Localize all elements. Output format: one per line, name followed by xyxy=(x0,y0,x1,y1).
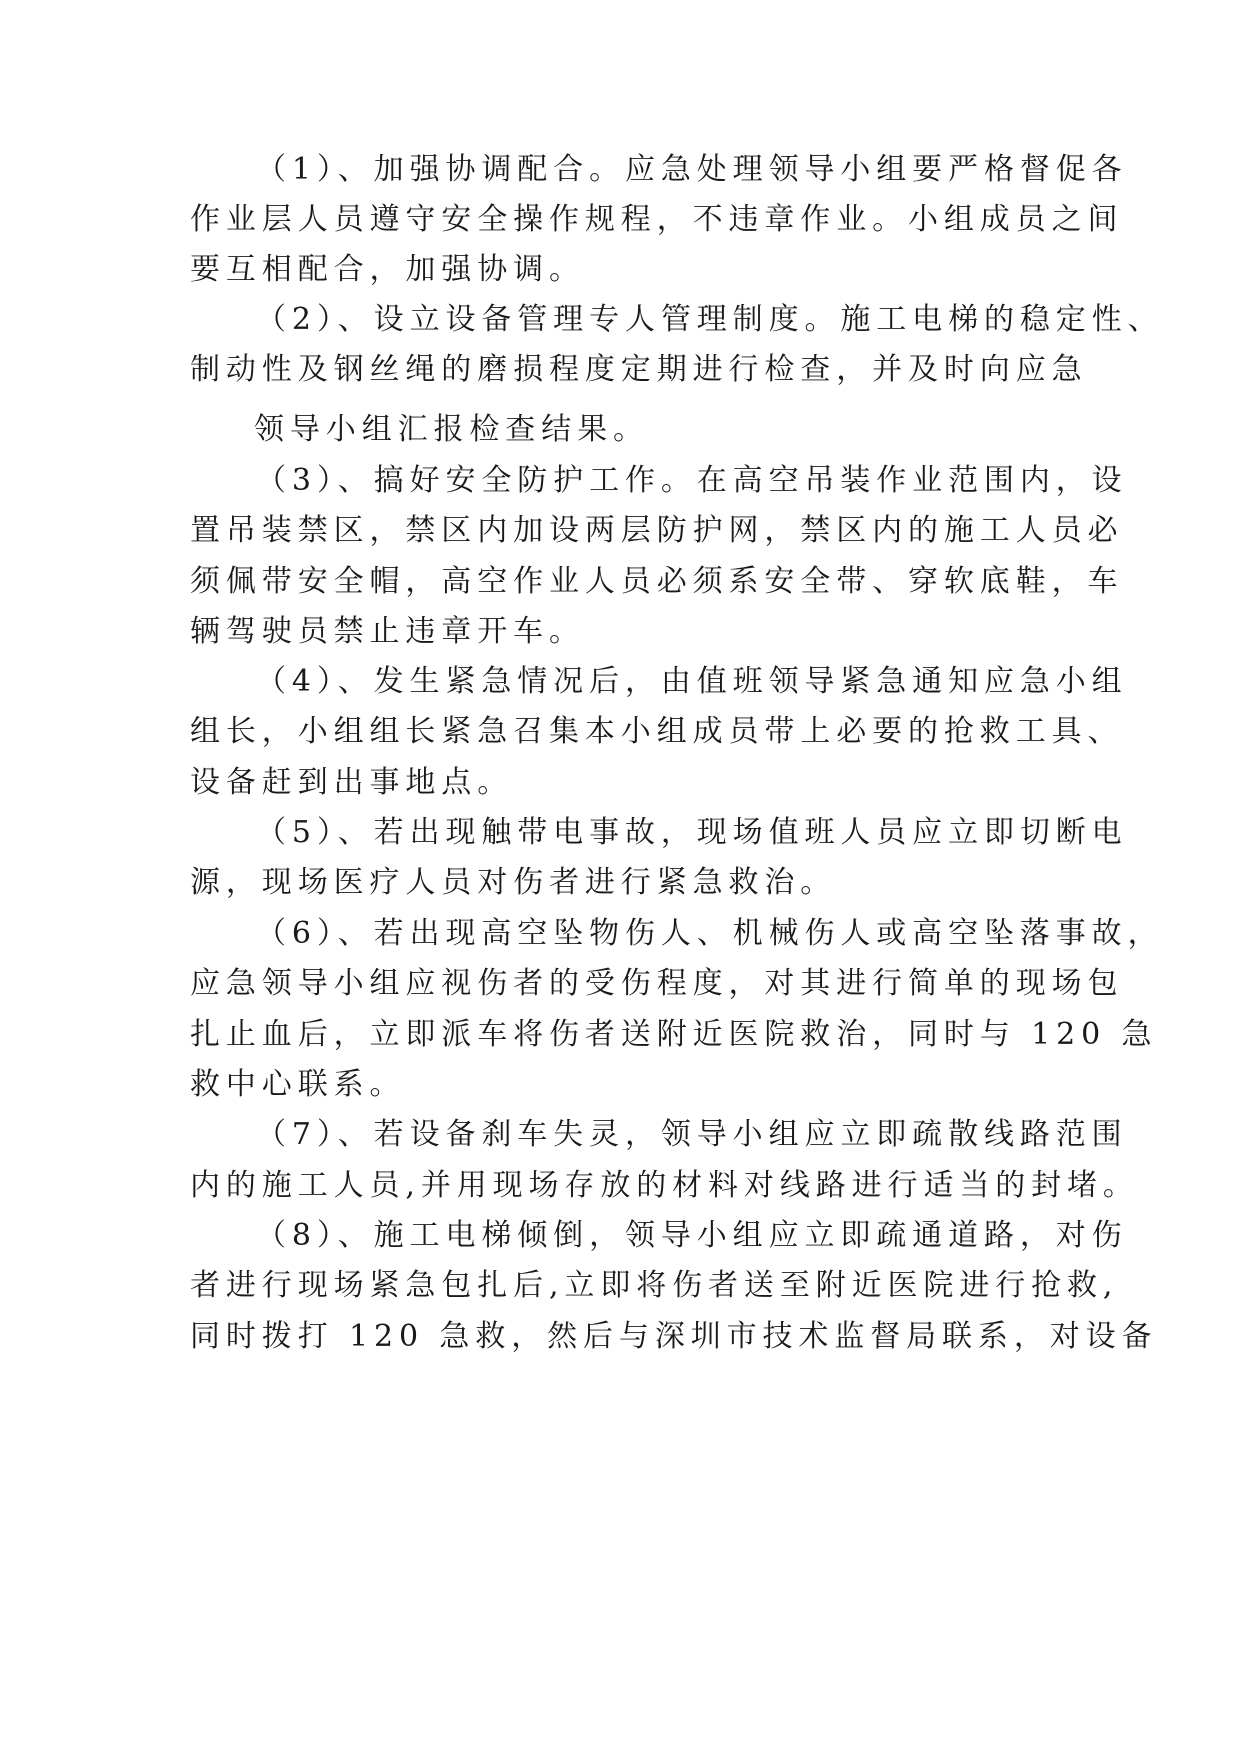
paragraph-3-line-4: 辆驾驶员禁止违章开车。 xyxy=(190,614,585,649)
paragraph-4-line-3: 设备赶到出事地点。 xyxy=(190,765,514,800)
paragraph-2-line-1: （2）、设立设备管理专人管理制度。施工电梯的稳定性、 xyxy=(256,302,1164,337)
paragraph-3-line-3: 须佩带安全帽，高空作业人员必须系安全带、穿软底鞋，车 xyxy=(190,564,1124,599)
paragraph-6-line-1: （6）、若出现高空坠物伤人、机械伤人或高空坠落事故， xyxy=(256,916,1164,951)
paragraph-4-line-2: 组长，小组组长紧急召集本小组成员带上必要的抢救工具、 xyxy=(190,714,1124,749)
paragraph-3-line-1: （3）、搞好安全防护工作。在高空吊装作业范围内，设 xyxy=(256,463,1128,498)
paragraph-3-line-2: 置吊装禁区，禁区内加设两层防护网，禁区内的施工人员必 xyxy=(190,513,1124,548)
paragraph-4-line-1: （4）、发生紧急情况后，由值班领导紧急通知应急小组 xyxy=(256,664,1128,699)
paragraph-1-line-3: 要互相配合，加强协调。 xyxy=(190,252,585,287)
paragraph-8-line-3: 同时拨打 120 急救，然后与深圳市技术监督局联系，对设备 xyxy=(190,1319,1158,1354)
paragraph-1-line-1: （1）、加强协调配合。应急处理领导小组要严格督促各 xyxy=(256,152,1128,187)
paragraph-6-line-3: 扎止血后，立即派车将伤者送附近医院救治，同时与 120 急 xyxy=(190,1017,1158,1052)
paragraph-6-line-4: 救中心联系。 xyxy=(190,1067,406,1102)
paragraph-8-line-2: 者进行现场紧急包扎后,立即将伤者送至附近医院进行抢救, xyxy=(190,1268,1119,1303)
paragraph-1-line-2: 作业层人员遵守安全操作规程，不违章作业。小组成员之间 xyxy=(190,202,1124,237)
paragraph-2-line-3: 领导小组汇报检查结果。 xyxy=(254,412,649,447)
paragraph-6-line-2: 应急领导小组应视伤者的受伤程度，对其进行简单的现场包 xyxy=(190,966,1124,1001)
paragraph-7-line-1: （7）、若设备刹车失灵，领导小组应立即疏散线路范围 xyxy=(256,1117,1128,1152)
paragraph-8-line-1: （8）、施工电梯倾倒，领导小组应立即疏通道路，对伤 xyxy=(256,1218,1128,1253)
paragraph-5-line-2: 源，现场医疗人员对伤者进行紧急救治。 xyxy=(190,865,837,900)
paragraph-5-line-1: （5）、若出现触带电事故，现场值班人员应立即切断电 xyxy=(256,815,1128,850)
paragraph-7-line-2: 内的施工人员,并用现场存放的材料对线路进行适当的封堵。 xyxy=(190,1168,1139,1203)
paragraph-2-line-2: 制动性及钢丝绳的磨损程度定期进行检查，并及时向应急 xyxy=(190,352,1088,387)
